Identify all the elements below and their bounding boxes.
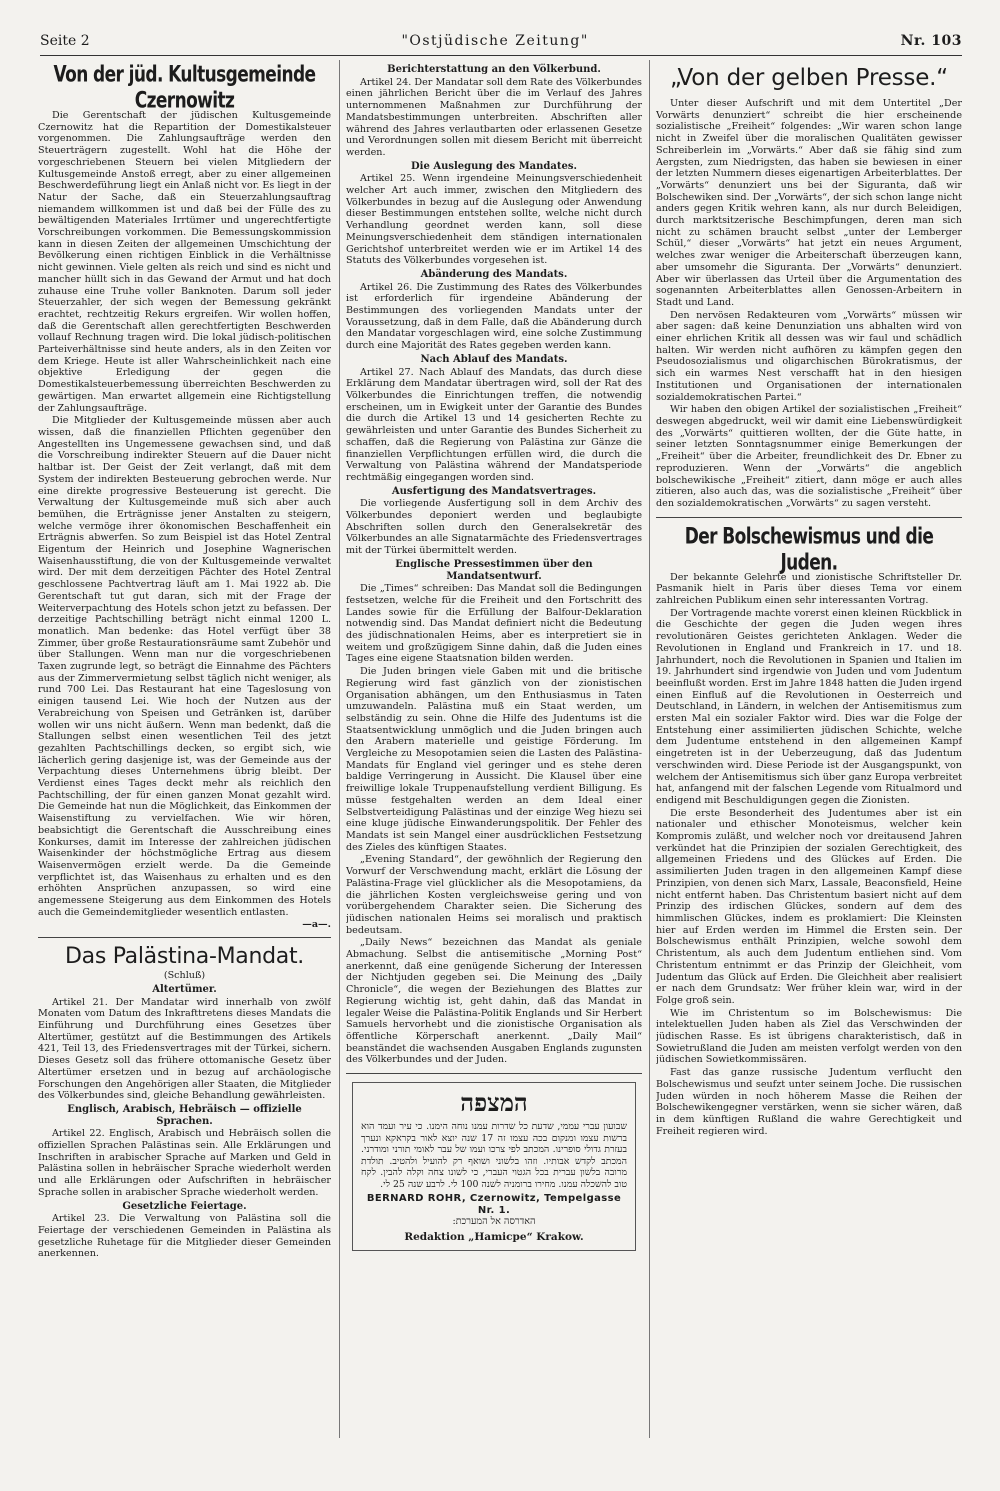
paragraph: Wir haben den obigen Artikel der sozialistischen „Freiheit“ deswegen abgedruckt, weil wir damit eine Liebenswürdigkeit des „Vorwärts“ quittieren wollten, der die Güte hatte, in seiner letzten Sonntagsnummer einige Bemerkungen der „Freiheit“ über die Arbeiter, freundlichkeit des Dr. Ebner zu reproduzieren. Wenn der „Vorwärts“ die angeblich bolschewikische „Freiheit“ zitiert, dann möge er auch alles zitieren, also auch das, was die sozialistische „Freiheit“ über den sozialdemokratischen „Vorwärts“ zu sagen versteht.: [656, 404, 962, 509]
paragraph: Fast das ganze russische Judentum verflucht den Bolschewismus und seufzt unter seinem Joche. Die russischen Juden würden in noch höherem Masse die Reihen der Bolschewikengegner verstärken, wenn sie sicher wären, daß in dem künftigen Rußland die wahre Gerechtigkeit und Freiheit regieren wird.: [656, 1067, 962, 1137]
article-title-gelbe-presse: „Von der gelben Presse.“: [669, 65, 948, 91]
paragraph: Der bekannte Gelehrte und zionistische Schriftsteller Dr. Pasmanik hielt in Paris über dieses Tema vor einem zahlreichen Publikum einen sehr interessanten Vortrag.: [656, 571, 962, 607]
paragraph: Die Mitglieder der Kultusgemeinde müssen aber auch wissen, daß die finanziellen Pflichten gegenüber den Angestellten ins Ungemessene gewachsen sind, und daß die Vorschreibung indirekter Steuern auf die Dauer nicht haltbar ist. Der Geist der Zeit verlangt, daß mit dem System der indirekten Besteuerung gebrochen werde. Nur eine direkte progressive Besteuerung ist gerecht. Die Verwaltung der Kultusgemeinde muß sich aber auch bemühen, die Erträgnisse jener Anstalten zu steigern, welche vermöge ihrer ökonomischen Beschaffenheit ein Erträgnis abwerfen. So zum Beispiel ist das Hotel Zentral Eigentum der Heinrich und Josephine Wagnerischen Waisenhausstiftung, die von der Kultusgemeinde verwaltet wird. Der mit dem derzeitigen Pächter des Hotel Zentral geschlossene Pachtvertrag läuft am 1. Mai 1922 ab. Die Gerentschaft tut gut daran, sich mit der Frage der Weiterverpachtung des Hotels schon jetzt zu befassen. Der derzeitige Pachtschilling beträgt nicht einmal 1200 L. monatlich. Man bedenke: das Hotel verfügt über 38 Zimmer, über große Restaurationsräume samt Zubehör und über Stallungen. Wenn man nur die vorgeschriebenen Taxen zugrunde legt, so beträgt die Einnahme des Pächters aus der Zimmervermietung selbst täglich nicht weniger, als rund 700 Lei. Das Restaurant hat eine Tageslosung von einigen tausend Lei. Wie hoch der Nutzen aus der Verabreichung von Speisen und Getränken ist, darüber wollen wir uns nicht äußern. Wenn man bedenkt, daß die Stallungen selbst einen wesentlichen Teil des jetzt gezahlten Pachtschillings decken, so ergibt sich, wie lächerlich gering dasjenige ist, was der Gemeinde aus der Verpachtung dieses Unternehmens übrig bleibt. Der Verdienst eines Tages deckt mehr als reichlich den Pachtschilling, der für einen ganzen Monat gezahlt wird. Die Gemeinde hat nun die Möglichkeit, das Einkommen der Waisenstiftung zu vervielfachen. Wie wir hören, beabsichtigt die Gerentschaft die Ausschreibung eines Konkurses, damit im Interesse der zahlreichen jüdischen Waisenkinder der höchstmögliche Ertrag aus diesem Waisenvermögen erzielt werde. Da die Gemeinde verpflichtet ist, das Waisenhaus zu erhalten und es den erhöhten Ansprüchen anzupassen, so wird eine angemessene Steigerung aus dem Einkommen des Hotels auch die Gemeindemitglieder wesentlich entlasten.: [38, 415, 331, 918]
article-title-kultusgemeinde: Von der jüd. Kultusgemeinde Czernowitz: [53, 62, 316, 114]
separator: [346, 1073, 642, 1074]
ad-title: המצפה: [460, 1088, 528, 1118]
header-rule: [40, 55, 962, 56]
paragraph: Wie im Christentum so im Bolschewismus: Die intelektuellen Juden haben als Ziel das Verschwinden der jüdischen Rasse. Es ist übrigens charakteristisch, daß in Sowietrußland die Juden am meisten verfolgt werden von den jüdischen Sowietkommissären.: [656, 1007, 962, 1066]
separator: [38, 937, 331, 938]
column-1: [38, 62, 331, 1434]
paragraph: Die Gerentschaft der jüdischen Kultusgemeinde Czernowitz hat die Repartition der Domestikalsteuer vorgenommen. Die Zahlungsaufträge werden den Steuerträgern zugestellt. Wohl hat die Höhe der vorgeschriebenen Steuern bei vielen Mitgliedern der Kultusgemeinde Anstoß erregt, aber zu einer allgemeinen Beschwerdeführung liegt ein Anlaß nicht vor. Es liegt in der Natur der Sache, daß ein Steuerzahlungsauftrag niemandem willkommen ist und daß bei der Fülle des zu bewältigenden Materiales Irrtümer und ungerechtfertigte Vorschreibungen vorkommen. Die Bemessungskommission kann in diesen Zeiten der allgemeinen Umschichtung der Bevölkerung einen richtigen Einblick in die Verhältnisse nicht gewinnen. Viele gelten als reich und sind es nicht und mancher hüllt sich in das Gewand der Armut und hat doch zuhause eine Truhe voller Banknoten. Darum soll jeder Steuerzahler, der sich wegen der Bemessung gekränkt erachtet, rechtzeitig Rekurs ergreifen. Wir wollen hoffen, daß die Gerentschaft allen gerechtfertigten Beschwerden vollauf Rechnung tragen wird. Die lokal jüdisch-politischen Parteiverhältnisse sind heute anders, als in den Zeiten vor dem Kriege. Heute ist aller Wahrscheinlichkeit nach eine objektive Erledigung der gegen die Domestikalsteuerbemessung überreichten Beschwerden zu gewärtigen. Man erwartet allgemein eine Richtigstellung der Zahlungsaufträge.: [38, 110, 331, 414]
hamicpe-advertisement: [352, 1082, 636, 1251]
column-2: [346, 62, 642, 1434]
paragraph: Den nervösen Redakteuren vom „Vorwärts“ müssen wir aber sagen: daß keine Denunziation uns abhalten wird von einer ehrlichen Kritik all dessen was wir faul und schädlich halten. Wir werden nicht aufhören zu kämpfen gegen den Pseudosozialismus und oligarchischen Bürokratismus, der sich ein warmes Nest verschafft hat in den hiesigen Institutionen und Organisationen der internationalen sozialdemokratischen Partei.“: [656, 309, 962, 403]
page-header: [40, 30, 962, 52]
paragraph: Artikel 24. Der Mandatar soll dem Rate des Völkerbundes einen jährlichen Bericht über die im Verlauf des Jahres unternommenen Maßnahmen zur Durchführung der Mandatsbestimmungen unterbreiten. Abschriften aller während des Jahres verlautbarten oder erlassenen Gesetze und Verordnungen sollen mit diesem Bericht mit überreicht werden.: [346, 76, 642, 158]
continuation-note: (Schluß): [163, 970, 206, 982]
page-number: Seite 2: [40, 33, 90, 49]
ad-agent-hebrew: האדרסה אל המערכת:: [452, 1216, 536, 1228]
article-title-mandat: Das Palästina-Mandat.: [65, 944, 304, 970]
paragraph: Die erste Besonderheit des Judentumes aber ist ein nationaler und ethischer Monoteismus, welcher kein Kompromis zuläßt, und welcher noch vor dreitausend Jahren verkündet hat die Prinzipien der sozialen Gerechtigkeit, des allgemeinen Friedens und des Glückes auf Erden. Die assimilierten Juden tragen in den allgemeinen Kampf diese Prinzipien, von denen sich Marx, Lassale, Beaconsfield, Heine nicht entfernt haben. Das Christentum basiert nicht auf dem Prinzip des irdischen Glückes, sondern auf dem des himmlischen Glückes, indem es proklamiert: Die Kleinsten hier auf Erden werden im Himmel die Ersten sein. Der Bolschewismus enthält Prinzipien, welche sowohl dem Christentum, als auch dem Judentum entliehen sind. Vom Christentum entnimmt er das Prinzip der Gleichheit, vom Judentum das Glück auf Erden. Die Gleichheit aber realisiert er nach dem Grundsatz: Wer früher klein war, wird in der Folge groß sein.: [656, 807, 962, 1006]
paragraph: Die „Times“ schreiben: Das Mandat soll die Bedingungen festsetzen, welche für die Freiheit und den Fortschritt des Landes sowie für die Erfüllung der Balfour-Deklaration notwendig sind. Das Mandat definiert nicht die Bedeutung des jüdischnationalen Heims, aber es interpretiert sie in weitem und großzügigem Sinne dahin, daß die Juden eines Tages eine eigene Staatsnation bilden werden.: [346, 583, 642, 665]
signature: —a—.: [302, 918, 331, 930]
paragraph: Artikel 25. Wenn irgendeine Meinungsverschiedenheit welcher Art auch immer, zwischen den Mitgliedern des Völkerbundes in bezug auf die Auslegung oder Anwendung dieser Bestimmungen entstehen sollte, welche nicht durch Verhandlung geordnet werden kann, soll diese Meinungsverschiedenheit dem ständigen internationalen Gerichtshof unterbreitet werden wie er im Artikel 14 des Statuts des Völkerbundes vorgesehen ist.: [346, 173, 642, 267]
paragraph: Artikel 26. Die Zustimmung des Rates des Völkerbundes ist erforderlich für irgendeine Abänderung der Bestimmungen des vorliegenden Mandats unter der Voraussetzung, daß in dem Falle, daß die Abänderung durch den Mandatar vorgeschlagen wird, eine solche Zustimmung durch eine Majorität des Rates gegeben werden kann.: [346, 281, 642, 352]
paragraph: „Daily News“ bezeichnen das Mandat als geniale Abmachung. Selbst die antisemitische „Morning Post“ anerkennt, daß eine genügende Sicherung der Interessen der Nichtjuden gegeben sei. Die Meinung des „Daily Chronicle“, die wegen der Beziehungen des Blattes zur Regierung wichtig ist, geht dahin, daß das Mandat in legaler Weise die Palästina-Politik Englands und Sir Herbert Samuels hervorhebt und die zionistische Organisation als öffentliche Körperschaft anerkennt. „Daily Mail“ beanständet die wachsenden Ausgaben Englands zugunsten des Völkerbundes und der Juden.: [346, 937, 642, 1066]
column-divider: [339, 60, 340, 1438]
subheading: Nach Ablauf des Mandats.: [420, 353, 568, 365]
separator: [656, 517, 962, 518]
paragraph: Der Vortragende machte vorerst einen kleinen Rückblick in die Geschichte der gegen die Juden wegen ihres revolutionären Geistes gerichteten Anklagen. Weder die Revolutionen in England und Frankreich in 17. und 18. Jahrhundert, noch die Revolutionen in Spanien und Italien im 19. Jahrhundert sind irgendwie von Juden und vom Judentum beeinflußt worden. Erst im Jahre 1848 hatten die Juden irgend einen Einfluß auf die Revolutionen in Oesterreich und Deutschland, in Ländern, in welchen der Antisemitismus zum ersten Mal ein sozialer Faktor wird. Dies war die Folge der Entstehung einer assimilierten jüdischen Schichte, welche dem Judentume entstehend in den allgemeinen Kampf eingetreten ist in der Ueberzeugung, daß das Judentum verschwinden wird. Diese Periode ist der Ausgangspunkt, von welchem der Antisemitismus sich über ganz Europa verbreitet hat, anfangend mit der falschen Legende vom Ritualmord und endigend mit Beschuldigungen gegen die Zionisten.: [656, 607, 962, 806]
newspaper-title: "Ostjüdische Zeitung": [401, 33, 589, 49]
subheading: Ausfertigung des Mandatsvertrages.: [391, 485, 597, 497]
subheading: Gesetzliche Feiertage.: [122, 1200, 247, 1212]
paragraph: „Evening Standard“, der gewöhnlich der Regierung den Vorwurf der Verschwendung macht, erklärt die Lösung der Palästina-Frage viel glücklicher als die Mesopotamiens, da die jährlichen Kosten vergleichsweise gering und von vorübergehendem Charakter seien. Die Sicherung des jüdischen nationalen Heims sei moralisch und praktisch bedeutsam.: [346, 854, 642, 936]
paragraph: Die Juden bringen viele Gaben mit und die britische Regierung wird fast gänzlich von der zionistischen Organisation abhängen, um den Enthusiasmus in Taten umzuwandeln. Palästina muß ein Staat werden, um selbständig zu sein. Ohne die Hilfe des Judentums ist die Staatsentwicklung unmöglich und die Juden bringen auch den Arabern materielle und geistige Förderung. Im Vergleiche zu Mesopotamien seien die Lasten des Palästina-Mandats für England viel geringer und es stehe deren baldige Verringerung in Aussicht. Die Klausel über eine freiwillige lokale Truppenaufstellung verdient Billigung. Es müsse festgehalten werden an dem Ideal einer Selbstverteidigung Palästinas und der einzige Weg hiezu sei eine kluge jüdische Einwanderungspolitik. Der Fehler des Mandats ist sein Mangel einer ausdrücklichen Festsetzung des Zieles des künftigen Staates.: [346, 666, 642, 853]
ad-body: שבועון עברי עממי, שדעת כל שדרות עמנו נוחה הימנו. כי עיר ועמד הוא ברשות עצמו ומנקום בכה עצמו זה 17 שנה יוצא לאור בקראקא ונערך בעזרת גדולי סופרינו. המכתב לפי צרכו ועמו של עבר לאומי תורני ומודרני. המכתב לקדש אבותיו. וזהו בלשוני ושואף רק להועיל ולהטיב. תולדת מרובה בלשון עברית בכל הגטוי העברי, כי לשונו צחה וקלה להבין. לקח טוב להשכלה עמנו. מחירו ברומניה לשנה 100 לי. לרבע שנה 25 לי.: [361, 1121, 628, 1190]
paragraph: Artikel 22. Englisch, Arabisch und Hebräisch sollen die offiziellen Sprachen Palästinas sein. Alle Erklärungen und Inschriften in arabischer Sprache auf Marken und Geld in Palästina sollen in hebräischer Sprache wiederholt werden und alle Erklärungen oder Aufschriften in hebräischer Sprache sollen in arabischer Sprache wiederholt werden.: [38, 1128, 331, 1198]
subheading: Die Auslegung des Mandates.: [411, 160, 577, 172]
subheading: Englisch, Arabisch, Hebräisch — offizielle Sprachen.: [67, 1103, 302, 1127]
paragraph: Unter dieser Aufschrift und mit dem Untertitel „Der Vorwärts denunziert“ schreibt die hier erscheinende sozialistische „Freiheit“ folgendes: „Wir waren schon lange nicht in Zweifel über die moralischen Qualitäten gewisser Schreiberlein im „Vorwärts.“ Aber daß sie fähig sind zum Aergsten, zum Niedrigsten, das haben sie bewiesen in einer der letzten Nummern dieses eigenartigen Arbeiterblattes. Der „Vorwärts“ denunziert uns bei der Siguranta, daß wir Bolschewiken sind. Der „Vorwärts“, der sich schon lange nicht anders gegen Kritik wehren kann, als nur durch Beleidigen, durch marktsitzerische Beschimpfungen, deren man sich nicht zu schämen braucht selbst „unter der Lemberger Schül,“ dieser „Vorwärts“ hat jetzt ein neues Argument, welches zwar weniger die Arbeiterschaft überzeugen kann, aber umsomehr die Siguranta. Der „Vorwärts“ denunziert. Aber wir überlassen das Urteil über die Argumentation des sogenannten Arbeiterblattes allen Genossen-Arbeitern in Stadt und Land.: [656, 98, 962, 308]
subheading: Berichterstattung an den Völkerbund.: [387, 64, 601, 75]
paragraph: Artikel 27. Nach Ablauf des Mandats, das durch diese Erklärung dem Mandatar übertragen wird, soll der Rat des Völkerbundes die Einrichtungen treffen, die notwendig erscheinen, um in Ewigkeit unter der Garantie des Bundes die durch die Artikel 13 und 14 gesicherten Rechte zu gewährleisten und unter Garantie des Bundes Sicherheit zu schaffen, daß die Regierung von Palästina zur Gänze die finanziellen Verpflichtungen erfüllen wird, die durch die Verwaltung von Palästina während der Mandatsperiode rechtmäßig eingegangen worden sind.: [346, 366, 642, 483]
column-divider: [649, 60, 650, 1438]
ad-redaktion: Redaktion „Hamicpe“ Krakow.: [404, 1231, 584, 1244]
paragraph: Artikel 23. Die Verwaltung von Palästina soll die Feiertage der verschiedenen Gemeinden in Palästina als gesetzliche Ruhetage für die Mitglieder dieser Gemeinden anerkennen.: [38, 1213, 331, 1260]
subheading: Altertümer.: [152, 983, 217, 995]
article-title-bolschewismus: Der Bolschewismus und die Juden.: [684, 523, 934, 576]
paragraph: Artikel 21. Der Mandatar wird innerhalb von zwölf Monaten vom Datum des Inkrafttretens dieses Mandats die Einführung und Durchführung eines Gesetzes über Altertümer, gestützt auf die Bestimmungen des Artikels 421, Teil 13, des Friedensvertrages mit der Türkei, sichern. Dieses Gesetz soll das frühere ottomanische Gesetz über Altertümer ersetzen und in bezug auf archäologische Forschungen den Angehörigen aller Staaten, die Mitglieder des Völkerbundes sind, gleiche Behandlung gewährleisten.: [38, 996, 331, 1102]
column-3: [656, 62, 962, 1434]
subheading: Abänderung des Mandats.: [420, 268, 568, 280]
issue-number: Nr. 103: [900, 33, 962, 49]
ad-agent: BERNARD ROHR, Czernowitz, Tempelgasse Nr. 1.: [366, 1193, 622, 1216]
subheading: Englische Pressestimmen über den Mandatsentwurf.: [395, 558, 593, 582]
paragraph: Die vorliegende Ausfertigung soll in dem Archiv des Völkerbundes deponiert werden und beglaubigte Abschriften sollen durch den Generalsekretär des Völkerbundes an alle Signatarmächte des Friedensvertrages mit der Türkei übermittelt werden.: [346, 498, 642, 557]
